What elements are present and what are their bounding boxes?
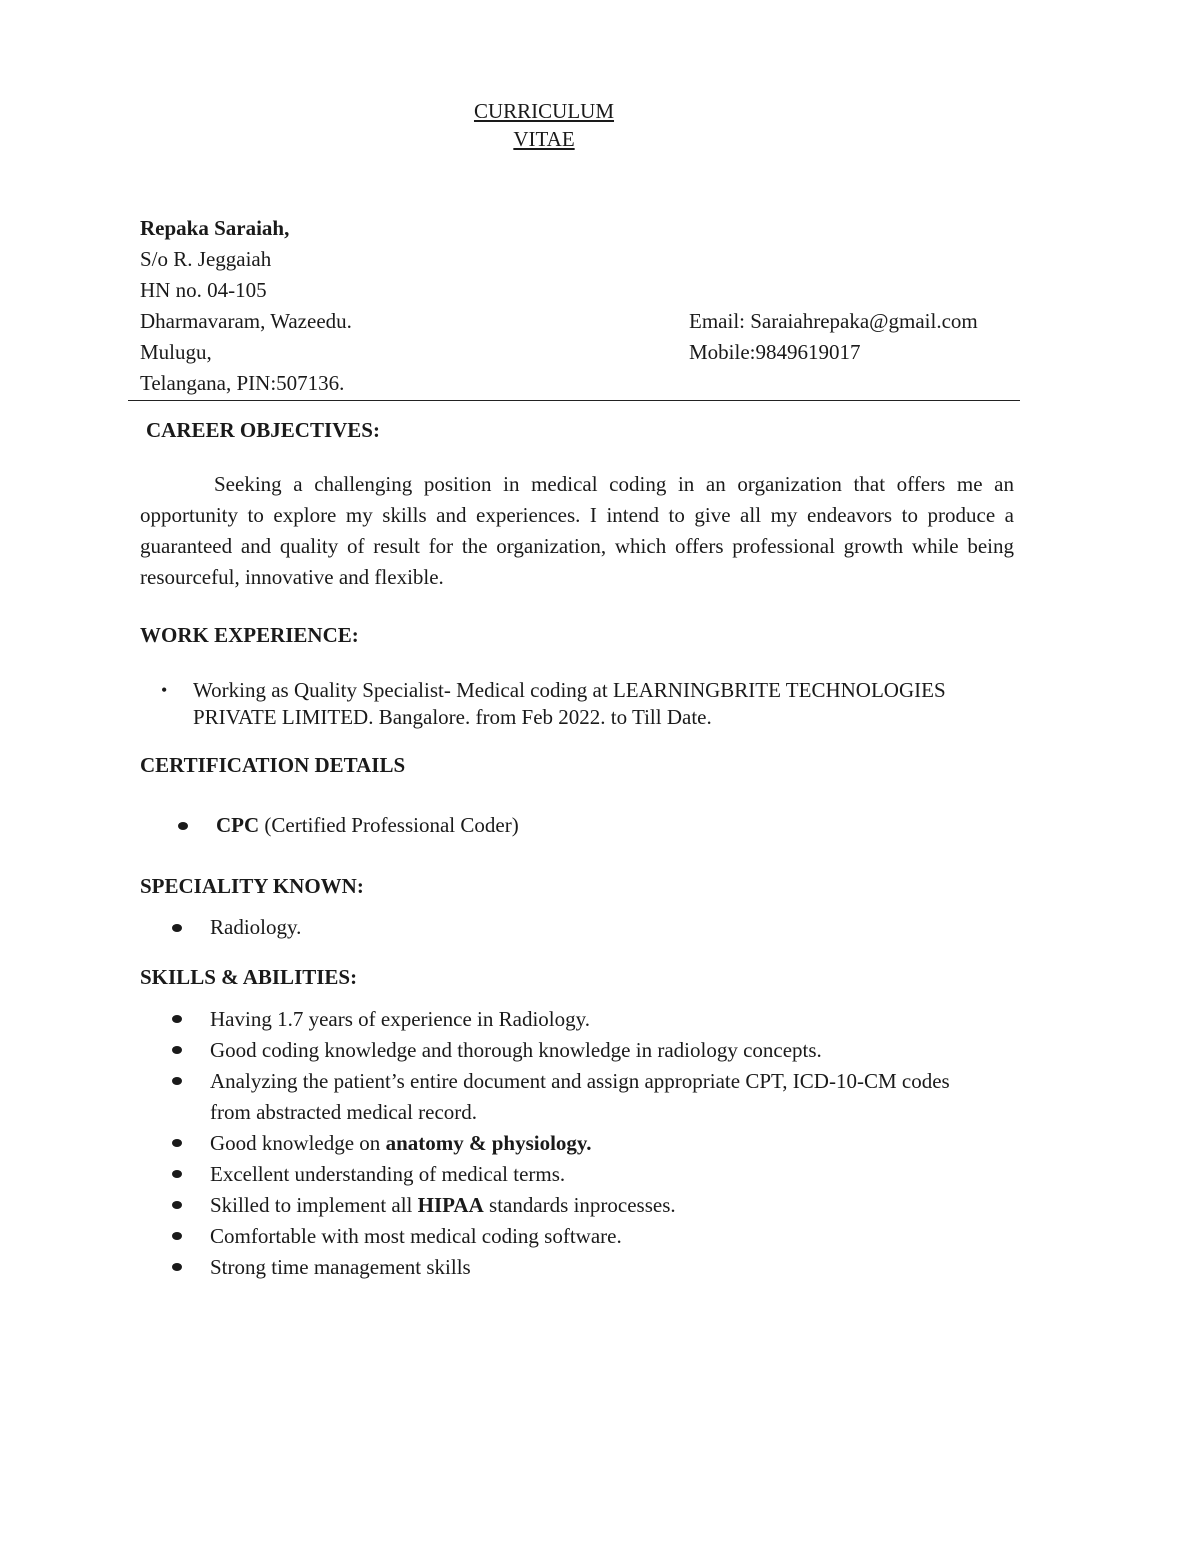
- skill-bullet: [172, 1232, 182, 1240]
- skill-item: Comfortable with most medical coding software.: [210, 1224, 622, 1248]
- career-heading: CAREER OBJECTIVES:: [146, 418, 380, 442]
- skill-bullet: [172, 1139, 182, 1147]
- certification-heading: CERTIFICATION DETAILS: [140, 753, 406, 777]
- work-line-1: Working as Quality Specialist- Medical coding at LEARNINGBRITE TECHNOLOGIES: [193, 678, 946, 702]
- skill-text: standards inprocesses.: [483, 1193, 676, 1217]
- skill-item: Having 1.7 years of experience in Radiology.: [210, 1007, 591, 1031]
- speciality-bullet: [172, 924, 182, 932]
- skill-bullet: [172, 1077, 182, 1085]
- skill-text: Skilled to implement all: [210, 1193, 418, 1217]
- skill-item: [210, 1133, 592, 1154]
- document-title-line2: VITAE: [513, 127, 575, 151]
- skill-item: Excellent understanding of medical terms.: [210, 1162, 566, 1186]
- skill-item: Analyzing the patient’s entire document and assign appropriate CPT, ICD-10-CM codes: [210, 1069, 950, 1093]
- state-line: Telangana, PIN:507136.: [140, 371, 345, 395]
- skill-emphasis: HIPAA: [417, 1193, 484, 1217]
- career-paragraph: [140, 469, 1014, 593]
- certification-description: (Certified Professional Coder): [259, 813, 519, 837]
- skill-item: [210, 1195, 676, 1216]
- mobile-line: Mobile:9849619017: [689, 340, 861, 364]
- skill-bullet: [172, 1046, 182, 1054]
- skill-item: Good coding knowledge and thorough knowledge in radiology concepts.: [210, 1038, 822, 1062]
- village-line: Dharmavaram, Wazeedu.: [140, 309, 352, 333]
- candidate-name: Repaka Saraiah,: [140, 216, 290, 240]
- skill-item: Strong time management skills: [210, 1255, 471, 1279]
- skills-heading: SKILLS & ABILITIES:: [140, 965, 358, 989]
- work-heading: WORK EXPERIENCE:: [140, 623, 359, 647]
- email-line: Email: Saraiahrepaka@gmail.com: [689, 309, 978, 333]
- certification-acronym: CPC: [216, 813, 260, 837]
- work-bullet: •: [161, 680, 168, 700]
- skill-emphasis: anatomy & physiology.: [385, 1131, 592, 1155]
- skill-bullet: [172, 1170, 182, 1178]
- career-text: Seeking a challenging position in medical coding in an organization that offers me an opportunity to explore my skills and experiences. I intend to give all my endeavors to produce a guaranteed and quality of result for the organization, which offers professional growth while being resourceful, innovative and flexible.: [140, 472, 1014, 589]
- district-line: Mulugu,: [140, 340, 212, 364]
- skill-text: Good knowledge on: [210, 1131, 386, 1155]
- house-number: HN no. 04-105: [140, 278, 267, 302]
- certification-bullet: [178, 822, 188, 830]
- certification-item: [216, 815, 519, 836]
- relation-line: S/o R. Jeggaiah: [140, 247, 272, 271]
- work-line-2: PRIVATE LIMITED. Bangalore. from Feb 2022. to Till Date.: [193, 705, 712, 729]
- speciality-heading: SPECIALITY KNOWN:: [140, 874, 364, 898]
- skill-bullet: [172, 1263, 182, 1271]
- skill-bullet: [172, 1015, 182, 1023]
- skill-item-continued: from abstracted medical record.: [210, 1100, 478, 1124]
- document-title-line1: CURRICULUM: [473, 99, 615, 123]
- skill-bullet: [172, 1201, 182, 1209]
- header-divider: [128, 400, 1020, 401]
- speciality-item: Radiology.: [210, 915, 302, 939]
